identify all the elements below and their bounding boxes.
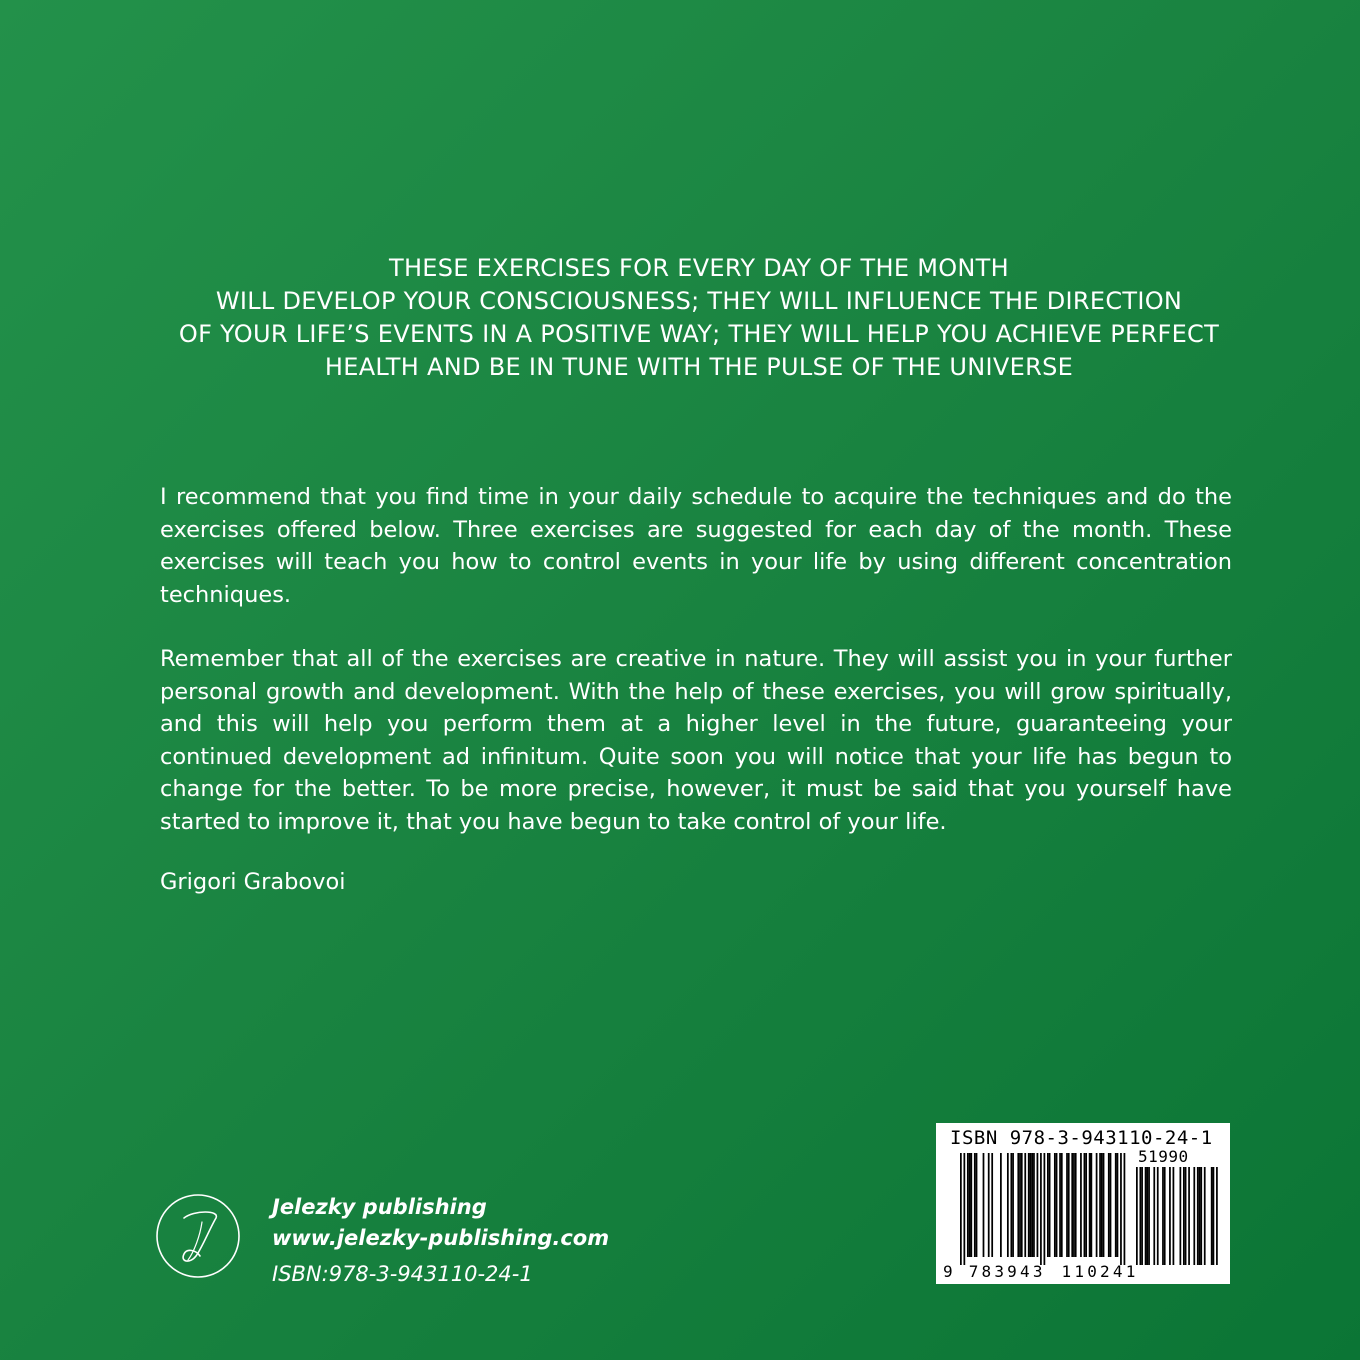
barcode-bars [936, 1123, 1230, 1284]
addon-bar [1146, 1167, 1148, 1265]
addon-bar [1164, 1167, 1166, 1265]
barcode-bar [976, 1153, 978, 1257]
barcode-bar [991, 1153, 993, 1257]
blurb-paragraph: Remember that all of the exercises are creative in nature. They will assist you in your further personal growth and development. With the help of these exercises, you will grow spiritually, and this will help you perform them at a higher level in the future, guaranteeing your continued development ad infinitum. Quite soon you will notice that your life has begun to change for the better. To be more precise, however, it must be said that you yourself have started to improve it, that you have begun to take control of your life. [160, 646, 1232, 835]
barcode-bar [1012, 1153, 1014, 1257]
barcode-bar [1073, 1153, 1075, 1257]
barcode-bar [1017, 1153, 1019, 1257]
barcode-bar [1071, 1153, 1073, 1257]
addon-bar [1136, 1167, 1138, 1265]
barcode-bar [1075, 1153, 1077, 1257]
barcode-bar [1033, 1153, 1035, 1257]
blurb-paragraph: I recommend that you find time in your daily schedule to acquire the techniques and do the exercises offered below. Three exercises are suggested for each day of the month. These exercises will teach you how to control events in your life by using different concentration techniques. [160, 484, 1232, 608]
barcode-bar [1084, 1153, 1086, 1257]
barcode-bar [974, 1153, 976, 1257]
barcode-bar [970, 1153, 972, 1257]
addon-bar [1197, 1167, 1199, 1265]
barcode-bar [1019, 1153, 1021, 1257]
addon-bar [1153, 1167, 1155, 1265]
jelezky-j-monogram-icon [154, 1192, 242, 1280]
barcode-bar [1089, 1153, 1091, 1257]
barcode-bar [1024, 1153, 1026, 1257]
addon-bar [1204, 1167, 1206, 1265]
barcode-bar [1110, 1153, 1112, 1257]
barcode-bar [1059, 1153, 1061, 1257]
barcode-bar [988, 1153, 990, 1257]
barcode-bar [1124, 1153, 1126, 1265]
headline-line: WILL DEVELOP YOUR CONSCIOUSNESS; THEY WILL INFLUENCE THE DIRECTION [215, 287, 1183, 315]
barcode-bar [1040, 1153, 1042, 1265]
barcode-bar [1120, 1153, 1122, 1265]
barcode-bar [1099, 1153, 1101, 1257]
addon-bar [1148, 1167, 1150, 1265]
barcode-bar [1037, 1153, 1039, 1257]
addon-bar [1211, 1167, 1213, 1265]
barcode-digits [943, 1262, 1139, 1281]
addon-bar [1169, 1167, 1171, 1265]
barcode-bar [1103, 1153, 1105, 1257]
addon-bar [1183, 1167, 1185, 1265]
barcode-lead-digit: 9 [943, 1262, 953, 1281]
barcode-bar [963, 1153, 965, 1265]
barcode-bar [969, 1153, 971, 1257]
barcode-bar [1054, 1153, 1056, 1257]
addon-bar [1199, 1167, 1201, 1265]
addon-bar [1157, 1167, 1159, 1265]
addon-bar [1188, 1167, 1190, 1265]
barcode-bar [1066, 1153, 1068, 1257]
author-signature: Grigori Grabovoi [160, 869, 346, 895]
barcode-bar [1000, 1153, 1002, 1257]
barcode-bar [1021, 1153, 1023, 1257]
addon-bar [1139, 1167, 1141, 1265]
barcode-bar [1030, 1153, 1032, 1257]
addon-bar [1141, 1167, 1143, 1265]
addon-bar [1185, 1167, 1187, 1265]
barcode-bar [1047, 1153, 1049, 1257]
barcode-bar [960, 1153, 962, 1265]
publisher-url[interactable]: www.jelezky-publishing.com [272, 1226, 610, 1250]
barcode-bar [1101, 1153, 1103, 1257]
barcode-bar [1007, 1153, 1009, 1257]
headline-line: OF YOUR LIFE’S EVENTS IN A POSITIVE WAY; THEY WILL HELP YOU ACHIEVE PERFECT [178, 320, 1220, 348]
barcode-bar [1080, 1153, 1082, 1257]
barcode-bar [1085, 1153, 1087, 1257]
addon-bar [1213, 1167, 1215, 1265]
barcode-left-digits: 783943 [968, 1262, 1046, 1281]
barcode-bar [1044, 1153, 1046, 1265]
addon-bar [1200, 1167, 1202, 1265]
addon-bar [1162, 1167, 1164, 1265]
blurb-text [160, 481, 1232, 870]
headline-line: HEALTH AND BE IN TUNE WITH THE PULSE OF THE UNIVERSE [324, 353, 1074, 381]
barcode-bar [1068, 1153, 1070, 1257]
barcode-bar [1028, 1153, 1030, 1257]
barcode-bar [1091, 1153, 1093, 1257]
publisher-isbn: ISBN:978-3-943110-24-1 [272, 1262, 533, 1286]
addon-bar [1216, 1167, 1218, 1265]
cover-headline [100, 252, 1298, 384]
barcode-bar [967, 1153, 969, 1257]
barcode-bar [1049, 1153, 1051, 1257]
barcode-bar [1061, 1153, 1063, 1257]
publisher-info [272, 1192, 609, 1290]
barcode-price-code: 51990 [1138, 1147, 1189, 1166]
barcode-bar [1010, 1153, 1012, 1257]
barcode-bar [1056, 1153, 1058, 1257]
addon-bar [1180, 1167, 1182, 1265]
addon-bar [1193, 1167, 1195, 1265]
barcode-bar [1096, 1153, 1098, 1257]
barcode-right-digits: 110241 [1061, 1262, 1139, 1281]
barcode-bar [1115, 1153, 1117, 1257]
barcode-bar [1108, 1153, 1110, 1257]
barcode-bar [1031, 1153, 1033, 1257]
barcode-isbn-label: ISBN 978-3-943110-24-1 [950, 1127, 1213, 1149]
headline-line: THESE EXERCISES FOR EVERY DAY OF THE MONTH [388, 254, 1009, 282]
publisher-name: Jelezky publishing [272, 1195, 487, 1219]
barcode-bar [983, 1153, 985, 1257]
addon-bar [1173, 1167, 1175, 1265]
isbn-barcode [936, 1123, 1230, 1284]
barcode-bar [1117, 1153, 1119, 1257]
addon-bar [1145, 1167, 1147, 1265]
